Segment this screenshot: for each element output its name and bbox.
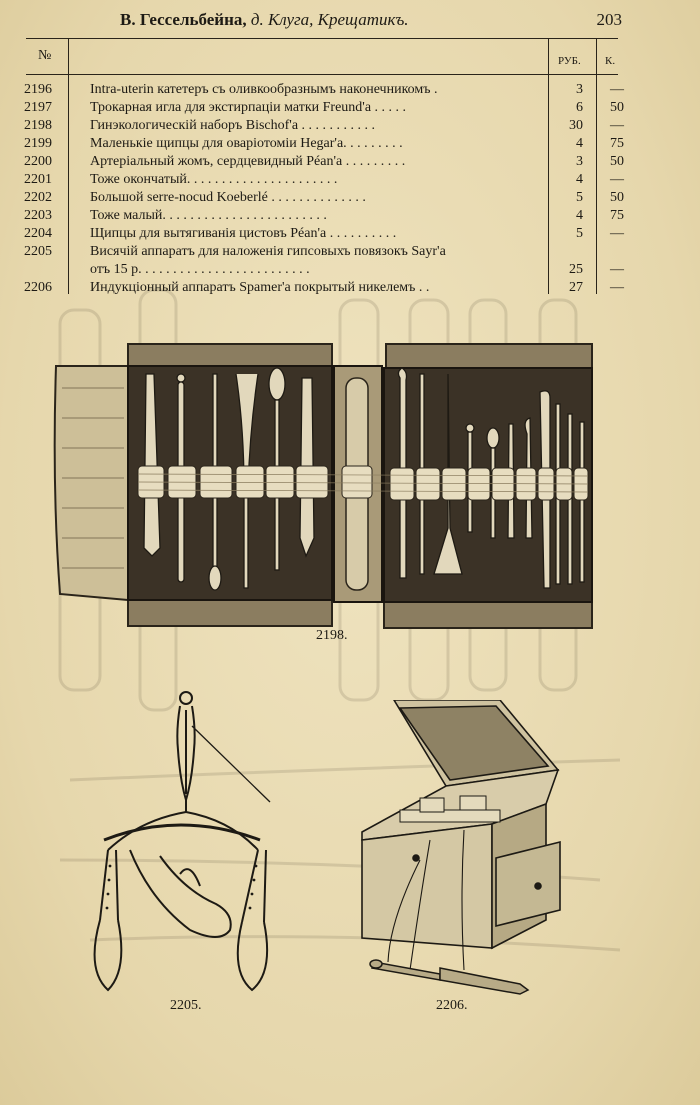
cell-num: 2200	[24, 154, 52, 169]
cell-desc: Тоже малый. . . . . . . . . . . . . . . . . . . . . . . .	[90, 208, 327, 223]
cell-kop: 50	[610, 154, 624, 169]
cell-rub: 30	[569, 118, 583, 133]
figure-caption-2205: 2205.	[170, 998, 202, 1013]
cell-kop: —	[610, 172, 624, 187]
cell-kop: 75	[610, 136, 624, 151]
table-row	[0, 118, 700, 136]
header-rule	[26, 38, 618, 39]
cell-desc: Маленькіе щипцы для оваріотоміи Hegar'a. . . . . . . . .	[90, 136, 403, 151]
running-title: В. Гессельбейна, д. Клуга, Крещатикъ.	[120, 10, 409, 29]
cell-kop: 50	[610, 190, 624, 205]
table-row	[0, 82, 700, 100]
cell-kop: —	[610, 262, 624, 277]
col-kop-header: К.	[605, 55, 616, 67]
figure-caption-2206: 2206.	[436, 998, 468, 1013]
cell-rub: 6	[576, 100, 583, 115]
cell-num: 2198	[24, 118, 52, 133]
table-row	[0, 208, 700, 226]
figure-caption-2198: 2198.	[316, 628, 348, 643]
col-number-header: №	[38, 48, 52, 63]
cell-kop: 50	[610, 100, 624, 115]
induction-apparatus-illustration	[360, 700, 570, 1000]
cell-rub: 4	[576, 172, 583, 187]
suspension-apparatus-illustration	[80, 690, 280, 1000]
cell-rub: 3	[576, 82, 583, 97]
table-head-rule	[26, 74, 618, 75]
cell-desc: Артеріальный жомъ, сердцевидный Péan'a . . . . . . . . .	[90, 154, 406, 169]
page-header	[0, 10, 700, 36]
table-row	[0, 190, 700, 208]
table-row	[0, 280, 700, 298]
cell-kop: —	[610, 280, 624, 295]
cell-kop: 75	[610, 208, 624, 223]
cell-rub: 27	[569, 280, 583, 295]
cell-num: 2197	[24, 100, 52, 115]
cell-desc: отъ 15 р. . . . . . . . . . . . . . . . . . . . . . . . .	[90, 262, 310, 277]
table-row	[0, 100, 700, 118]
cell-rub: 5	[576, 190, 583, 205]
cell-num: 2199	[24, 136, 52, 151]
cell-num: 2204	[24, 226, 52, 241]
cell-kop: —	[610, 82, 624, 97]
cell-kop: —	[610, 226, 624, 241]
cell-desc: Висячій аппаратъ для наложенія гипсовыхъ повязокъ Sayr'a	[90, 244, 446, 259]
cell-num: 2201	[24, 172, 52, 187]
table-row	[0, 172, 700, 190]
table-row	[0, 244, 700, 262]
instrument-case-illustration	[50, 338, 610, 633]
cell-rub: 4	[576, 208, 583, 223]
cell-num: 2196	[24, 82, 52, 97]
cell-num: 2205	[24, 244, 52, 259]
cell-rub: 5	[576, 226, 583, 241]
cell-desc: Индукціонный аппаратъ Spamer'a покрытый никелемъ . .	[90, 280, 430, 295]
cell-desc: Большой serre-nocud Koeberlé . . . . . . . . . . . . . .	[90, 190, 366, 205]
cell-rub: 3	[576, 154, 583, 169]
cell-kop: —	[610, 118, 624, 133]
cell-rub: 25	[569, 262, 583, 277]
table-row	[0, 226, 700, 244]
cell-desc: Гинэкологическій наборъ Bischof'a . . . . . . . . . . .	[90, 118, 376, 133]
table-row	[0, 154, 700, 172]
cell-num: 2206	[24, 280, 52, 295]
col-rub-header: РУБ.	[558, 55, 581, 67]
table-row	[0, 136, 700, 154]
cell-desc: Intra-uterin катетеръ съ оливкообразнымъ наконечникомъ .	[90, 82, 438, 97]
cell-num: 2202	[24, 190, 52, 205]
page-number: 203	[596, 10, 622, 29]
table-row	[0, 262, 700, 280]
cell-desc: Щипцы для вытягиванія цистовъ Péan'a . . . . . . . . . .	[90, 226, 397, 241]
cell-desc: Тоже окончатый. . . . . . . . . . . . . . . . . . . . . .	[90, 172, 338, 187]
cell-num: 2203	[24, 208, 52, 223]
cell-rub: 4	[576, 136, 583, 151]
cell-desc: Трокарная игла для экстирпаціи матки Freund'a . . . . .	[90, 100, 407, 115]
